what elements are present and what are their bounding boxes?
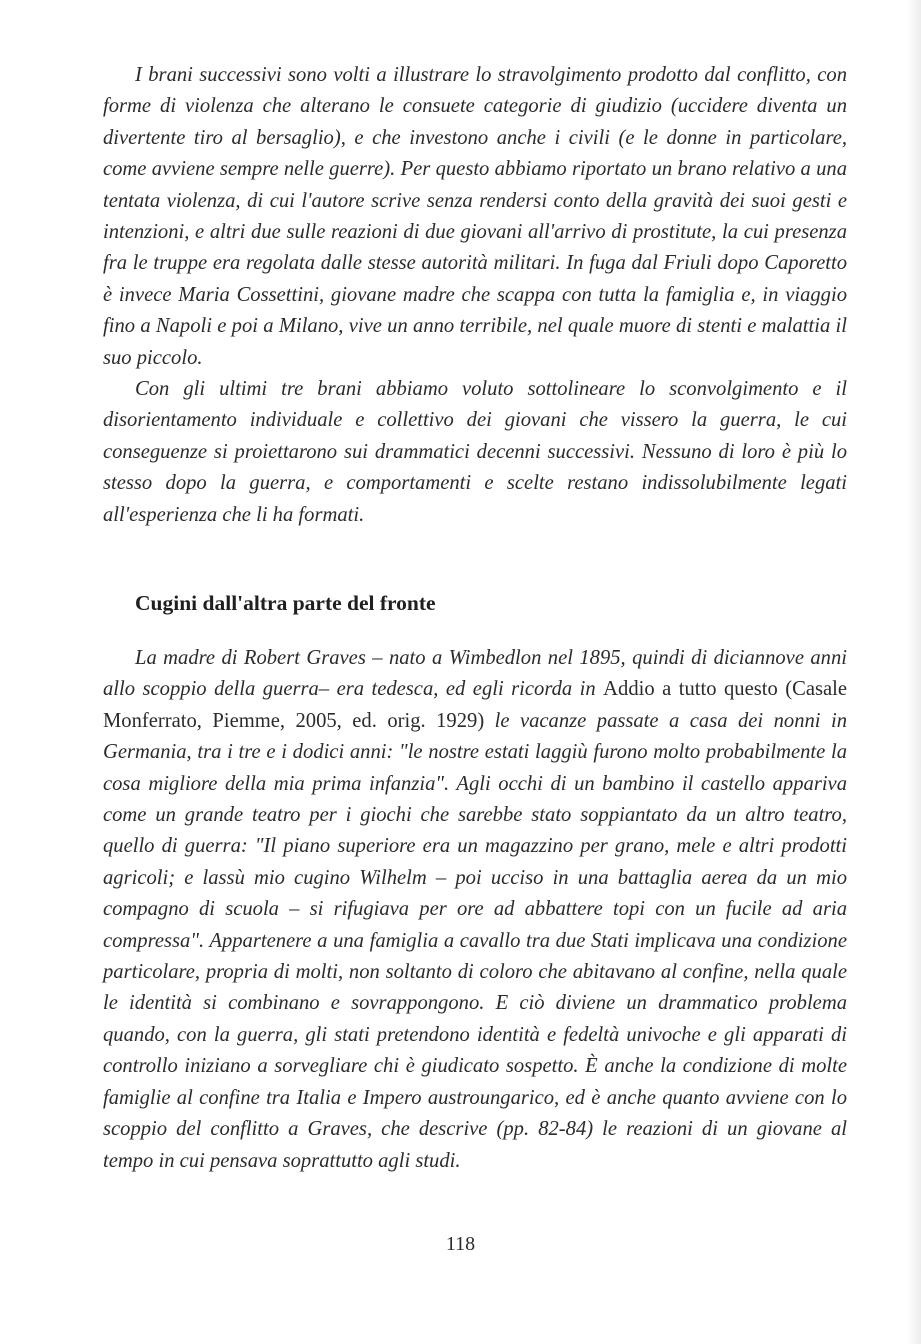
section-paragraph-1-part-3: le vacanze passate a casa dei nonni in Germania, tra i tre e i dodici anni: "le nostre estati laggiù furono molto probabilmente la cosa migliore della mia prima infanzia". Agli occhi di un bambino il castello appariva come un grande teatro per i giochi che sarebbe stato soppiantato da un altro teatro, quello di guerra: "Il piano superiore era un magazzino per grano, mele e altri prodotti agricoli; e lassù mio cugino Wilhelm – poi ucciso in una battaglia aerea da un mio compagno di scuola – si rifugiava per ore ad abbattere topi con un fucile ad aria compressa". Appartenere a una famiglia a cavallo tra due Stati implicava una condizione particolare, propria di molti, non soltanto di coloro che abitavano al confine, nella quale le identità si combinano e sovrappongono. E ciò diviene un drammatico problema quando, con la guerra, gli stati pretendono identità e fedeltà univoche e gli apparati di controllo iniziano a sorvegliare chi è giudicato sospetto. È anche la condizione di molte famiglie al confine tra Italia e Impero austroungarico, ed è anche quanto avviene con lo scoppio del conflitto a Graves, che descrive (pp. 82-84) le reazioni di un giovane al tempo in cui pensava soprattutto agli studi.	[103, 709, 847, 1172]
section-heading: Cugini dall'altra parte del fronte	[135, 591, 436, 615]
section-paragraph-1-part-1: La madre di Robert Graves – nato a Wimbedlon nel 1895, quindi di diciannove anni allo scoppio della guerra– era tedesca, ed egli ricorda in	[103, 647, 847, 701]
intro-text-block	[103, 60, 847, 531]
page-edge-shadow	[907, 0, 921, 1344]
intro-paragraph-2: Con gli ultimi tre brani abbiamo voluto sottolineare lo sconvolgimento e il disorientamento individuale e collettivo dei giovani che vissero la guerra, le cui conseguenze si proiettarono sui drammatici decenni successivi. Nessuno di loro è più lo stesso dopo la guerra, e comportamenti e scelte restano indissolubilmente legati all'esperienza che li ha formati.	[103, 378, 847, 526]
book-citation: Addio a tutto questo (Casale Monferrato, Piemme, 2005, ed. orig. 1929)	[103, 678, 848, 732]
section-paragraph-1	[103, 643, 847, 1177]
section-text-block	[103, 643, 847, 1177]
intro-paragraph-1: I brani successivi sono volti a illustrare lo stravolgimento prodotto dal conflitto, con forme di violenza che alterano le consuete categorie di giudizio (uccidere diventa un divertente tiro al bersaglio), e che investono anche i civili (e le donne in particolare, come avviene sempre nelle guerre). Per questo abbiamo riportato un brano relativo a una tentata violenza, di cui l'autore scrive senza rendersi conto della gravità dei suoi gesti e intenzioni, e altri due sulle reazioni di due giovani all'arrivo di prostitute, la cui presenza fra le truppe era regolata dalle stesse autorità militari. In fuga dal Friuli dopo Caporetto è invece Maria Cossettini, giovane madre che scappa con tutta la famiglia e, in viaggio fino a Napoli e poi a Milano, vive un anno terribile, nel quale muore di stenti e malattia il suo piccolo.	[103, 64, 847, 369]
page-number: 118	[445, 1233, 476, 1255]
